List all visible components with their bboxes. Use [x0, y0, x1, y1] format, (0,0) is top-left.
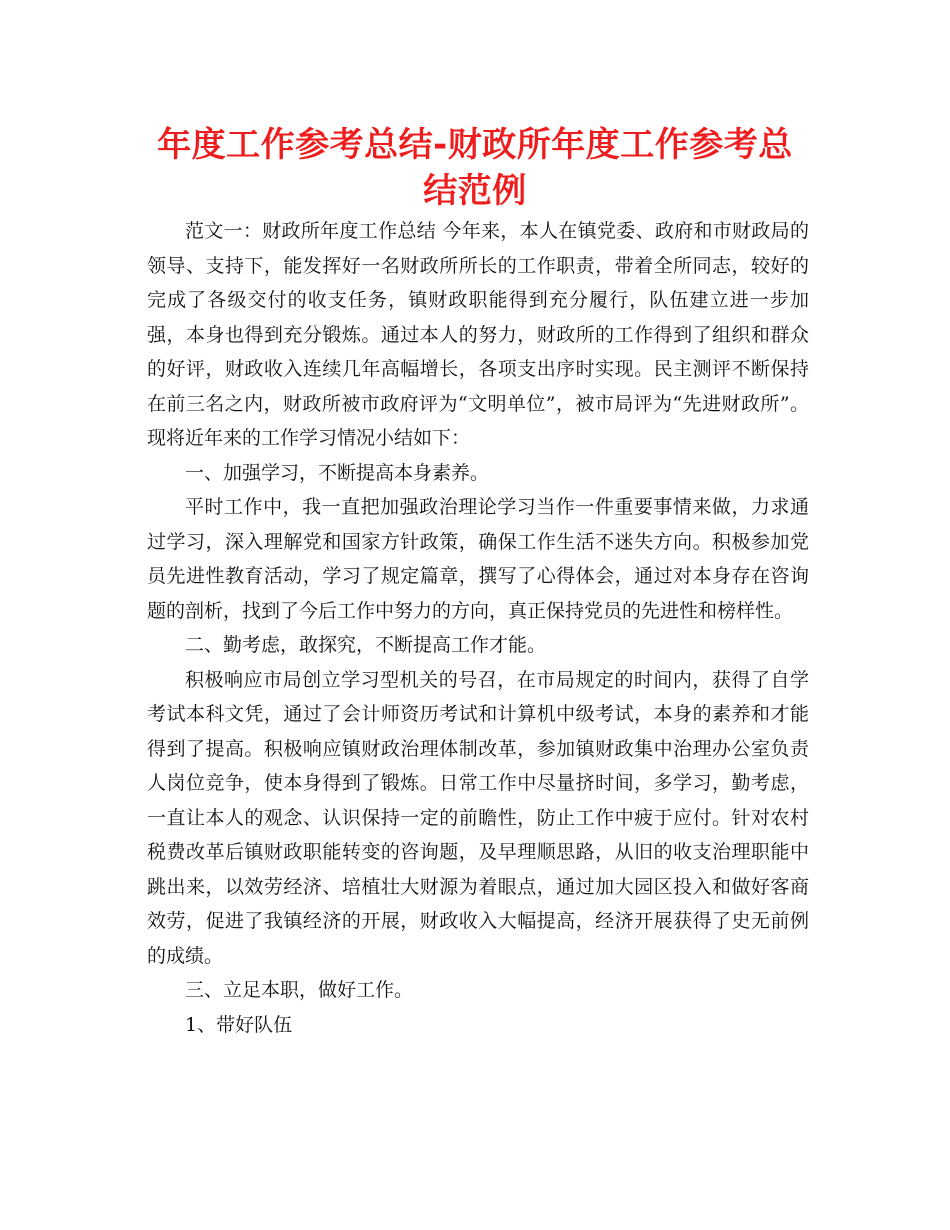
section-heading-3: 三、立足本职，做好工作。 [185, 979, 414, 1001]
document-body [147, 214, 809, 1042]
paragraph-3: 积极响应市局创立学习型机关的号召，在市局规定的时间内，获得了自学考试本科文凭，通过了会计师资历考试和计算机中级考试，本身的素养和才能得到了提高。积极响应镇财政治理体制改革，参加镇财政集中治理办公室负责人岗位竞争，使本身得到了锻炼。日常工作中尽量挤时间，多学习，勤考虑，一直让本人的观念、认识保持一定的前瞻性，防止工作中疲于应付。针对农村税费改革后镇财政职能转变的咨询题，及早理顺思路，从旧的收支治理职能中跳出来，以效劳经济、培植壮大财源为着眼点，通过加大园区投入和做好客商效劳，促进了我镇经济的开展，财政收入大幅提高，经济开展获得了史无前例的成绩。 [147, 668, 809, 967]
paragraph-intro [147, 214, 809, 456]
paragraph-2: 平时工作中，我一直把加强政治理论学习当作一件重要事情来做，力求通过学习，深入理解党和国家方针政策，确保工作生活不迷失方向。积极参加党员先进性教育活动，学习了规定篇章，撰写了心得体会，通过对本身存在咨询题的剖析，找到了今后工作中努力的方向，真正保持党员的先进性和榜样性。 [147, 496, 809, 622]
section-heading-1: 一、加强学习，不断提高本身素养。 [185, 461, 490, 484]
subsection-heading-1: 1、带好队伍 [185, 1013, 293, 1036]
section-heading-2: 二、勤考虑，敢探究，不断提高工作才能。 [185, 634, 547, 656]
document-title: 年度工作参考总结-财政所年度工作参考总结范例 [157, 125, 793, 211]
paragraph-1-text: 今年来，本人在镇党委、政府和市财政局的领导、支持下，能发挥好一名财政所所长的工作职责，带着全所同志，较好的完成了各级交付的收支任务，镇财政职能得到充分履行，队伍建立进一步加强，本身也得到充分锻炼。通过本人的努力，财政所的工作得到了组织和群众的好评，财政收入连续几年高幅增长，各项支出序时实现。民主测评不断保持在前三名之内，财政所被市政府评为“文明单位”，被市局评为“先进财政所”。现将近年来的工作学习情况小结如下： [147, 220, 809, 449]
intro-heading: 范文一：财政所年度工作总结 [185, 220, 437, 242]
